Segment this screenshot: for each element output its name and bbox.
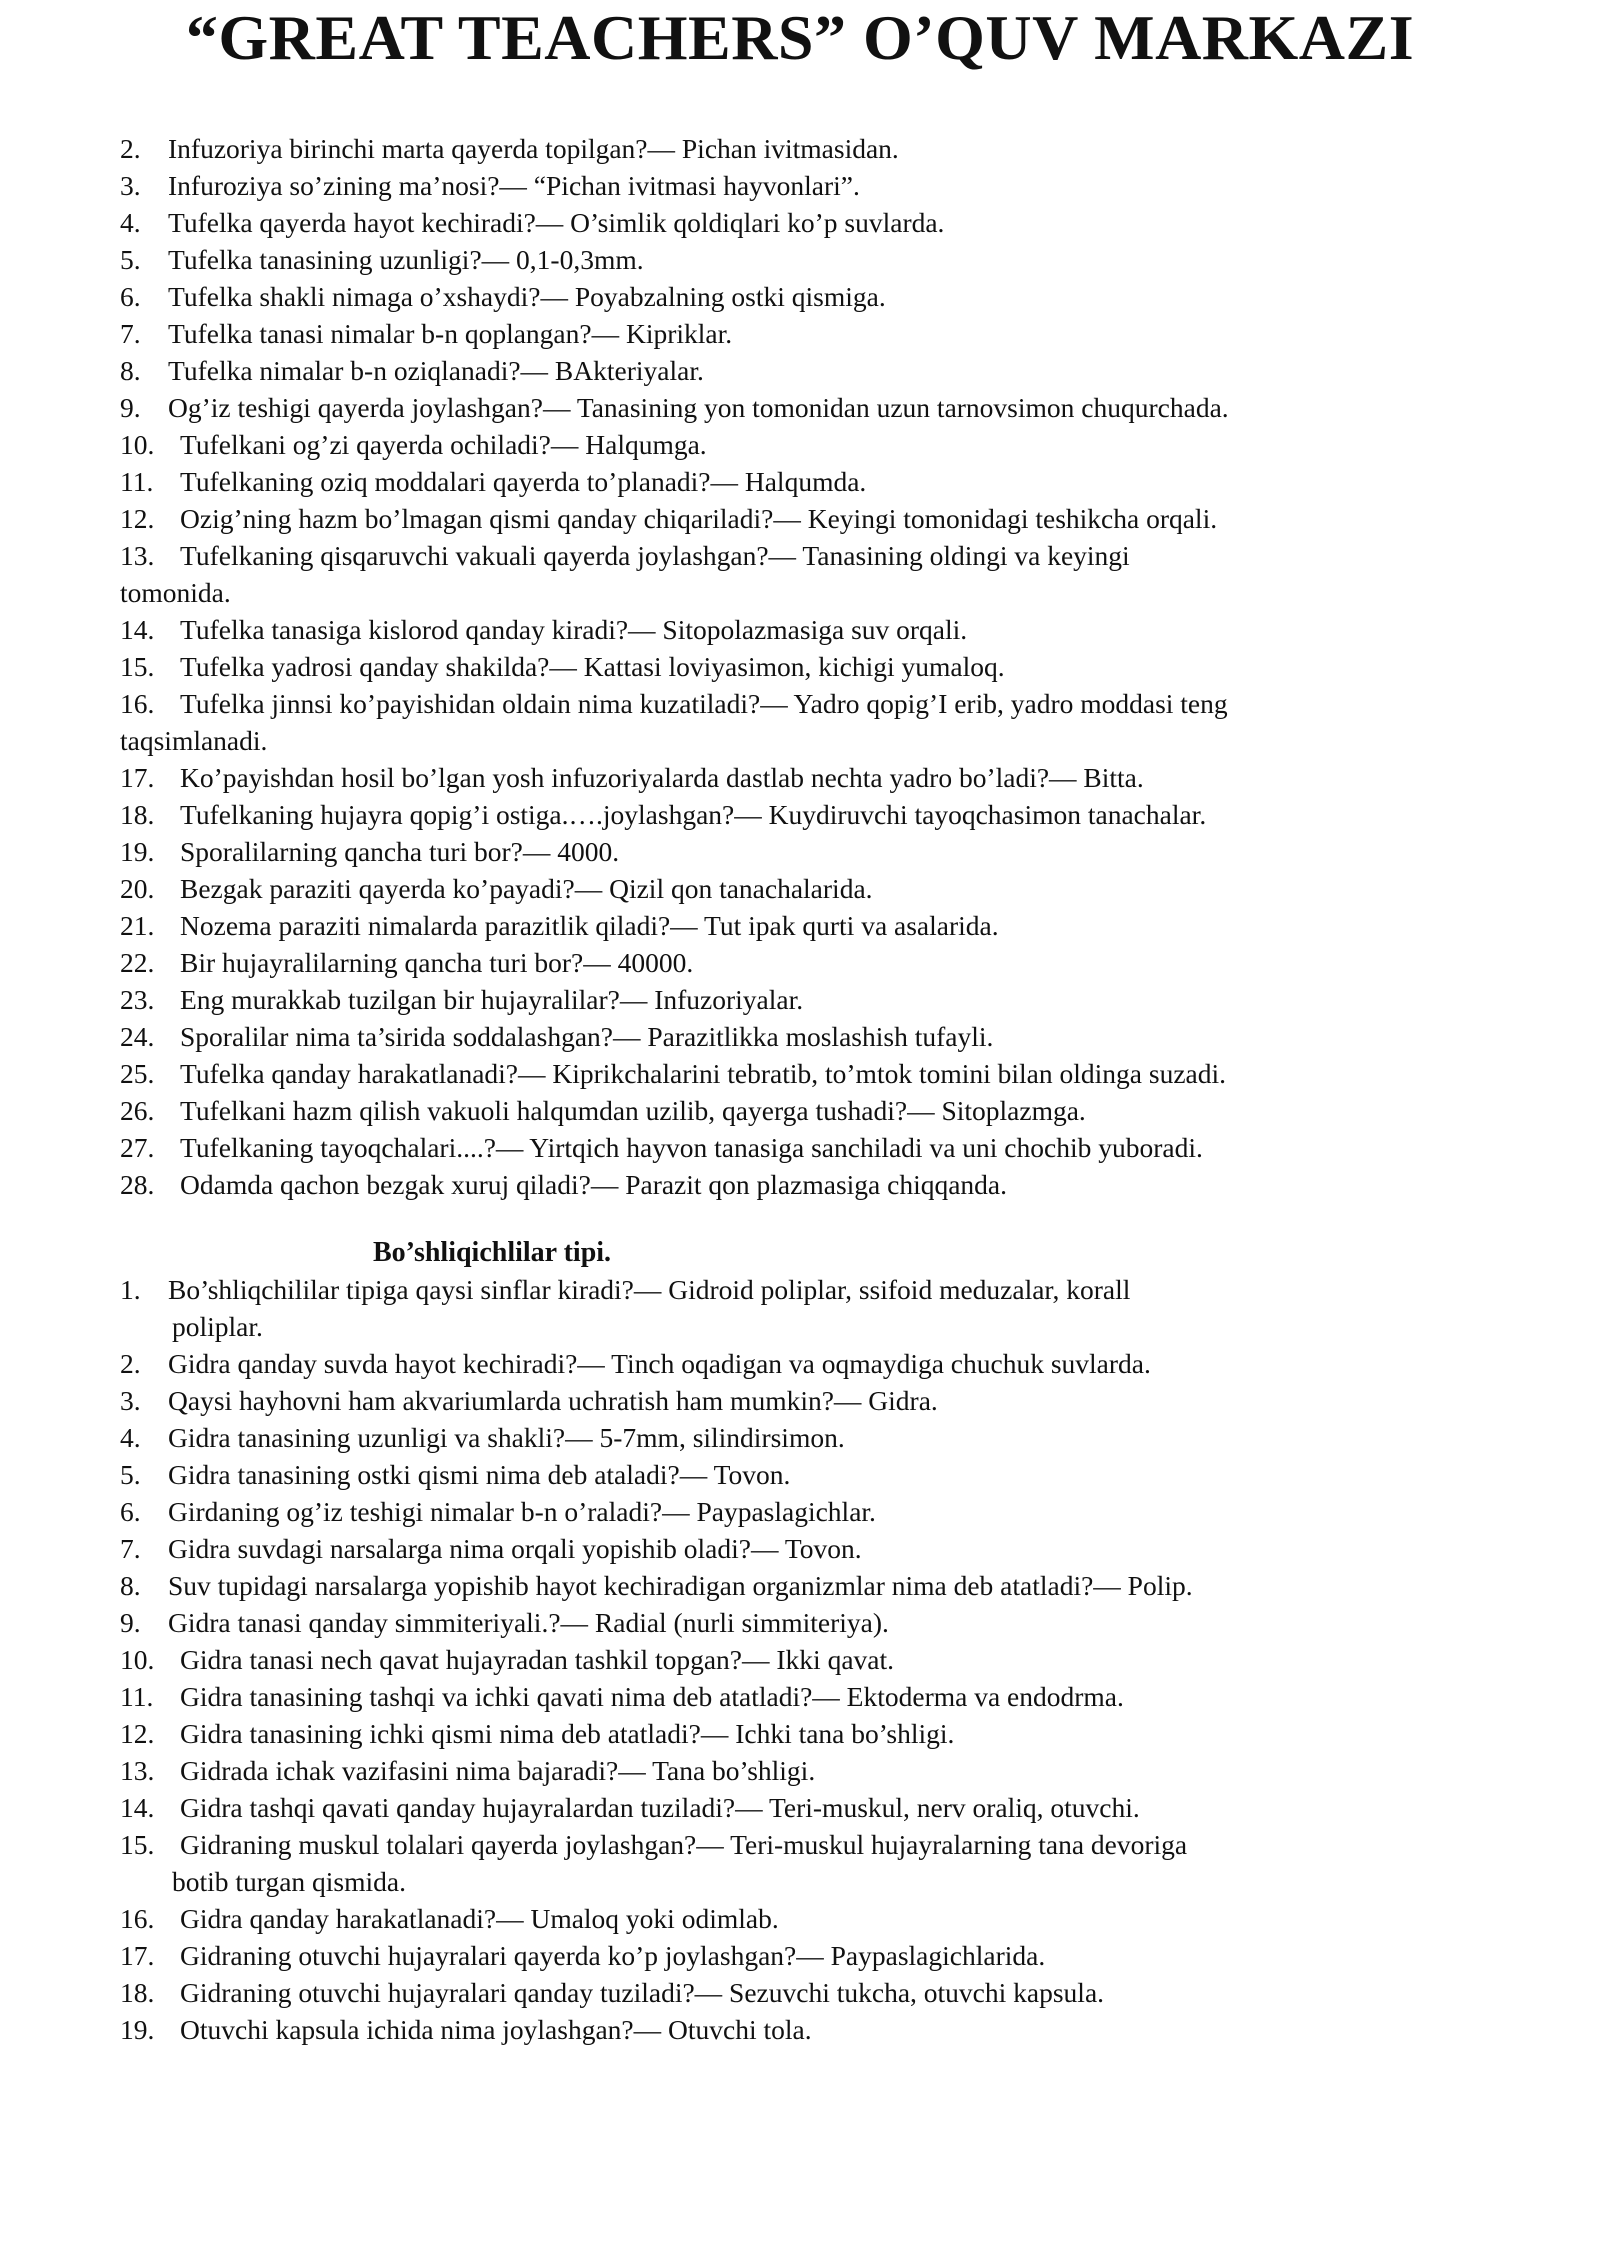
item-text: Gidraning otuvchi hujayralari qayerda ko’p joylashgan?— Paypaslagichlarida. — [180, 1940, 1046, 1971]
item-number: 6. — [120, 1496, 141, 1527]
list-item — [120, 1900, 1480, 1937]
list-item — [120, 204, 1480, 241]
item-text: Gidra suvdagi narsalarga nima orqali yopishib oladi?— Tovon. — [168, 1533, 862, 1564]
list-item — [120, 1129, 1480, 1166]
item-number: 16. — [120, 688, 155, 719]
item-text: Ozig’ning hazm bo’lmagan qismi qanday chiqariladi?— Keyingi tomonidagi teshikcha orqali. — [180, 503, 1218, 534]
item-number: 3. — [120, 1385, 141, 1416]
item-number: 2. — [120, 133, 141, 164]
item-text: Tufelka shakli nimaga o’xshaydi?— Poyabzalning ostki qismiga. — [168, 281, 886, 312]
page-title: “GREAT TEACHERS” O’QUV MARKAZI — [185, 2, 1415, 73]
item-number: 12. — [120, 503, 155, 534]
item-number: 21. — [120, 910, 155, 941]
item-number: 2. — [120, 1348, 141, 1379]
item-text: Gidra tanasining tashqi va ichki qavati nima deb atatladi?— Ektoderma va endodrma. — [180, 1681, 1124, 1712]
list-item — [120, 981, 1480, 1018]
item-number: 19. — [120, 836, 155, 867]
list-item — [120, 1419, 1480, 1456]
list-item — [120, 1678, 1480, 1715]
item-number: 3. — [120, 170, 141, 201]
item-number: 17. — [120, 1940, 155, 1971]
item-text: Girdaning og’iz teshigi nimalar b-n o’raladi?— Paypaslagichlar. — [168, 1496, 876, 1527]
item-text: Gidra qanday harakatlanadi?— Umaloq yoki odimlab. — [180, 1903, 779, 1934]
item-number: 22. — [120, 947, 155, 978]
item-number: 15. — [120, 1829, 155, 1860]
list-item — [120, 2011, 1480, 2048]
item-text-continuation: taqsimlanadi. — [120, 725, 268, 756]
item-text: Infuzoriya birinchi marta qayerda topilgan?— Pichan ivitmasidan. — [168, 133, 899, 164]
item-number: 8. — [120, 355, 141, 386]
item-number: 11. — [120, 466, 154, 497]
question-list-protozoa — [120, 130, 1480, 1203]
list-item — [120, 352, 1480, 389]
item-text: Tufelkaning qisqaruvchi vakuali qayerda joylashgan?— Tanasining oldingi va keyingi — [180, 540, 1130, 571]
list-item — [120, 1604, 1480, 1641]
list-item — [120, 870, 1480, 907]
list-item — [120, 1715, 1480, 1752]
item-text: Nozema paraziti nimalarda parazitlik qiladi?— Tut ipak qurti va asalarida. — [180, 910, 999, 941]
item-number: 1. — [120, 1274, 141, 1305]
item-text: Tufelka yadrosi qanday shakilda?— Kattasi loviyasimon, kichigi yumaloq. — [180, 651, 1005, 682]
item-text: Gidra qanday suvda hayot kechiradi?— Tinch oqadigan va oqmaydiga chuchuk suvlarda. — [168, 1348, 1151, 1379]
list-item — [120, 1641, 1480, 1678]
item-text: Tufelkaning hujayra qopig’i ostiga.….joylashgan?— Kuydiruvchi tayoqchasimon tanachalar. — [180, 799, 1207, 830]
list-item — [120, 537, 1480, 611]
list-item — [120, 463, 1480, 500]
item-number: 7. — [120, 318, 141, 349]
item-text: Gidraning muskul tolalari qayerda joylashgan?— Teri-muskul hujayralarning tana devoriga — [180, 1829, 1188, 1860]
item-number: 13. — [120, 540, 155, 571]
item-text: Tufelkani og’zi qayerda ochiladi?— Halqumga. — [180, 429, 707, 460]
item-number: 13. — [120, 1755, 155, 1786]
item-number: 19. — [120, 2014, 155, 2045]
item-text: Sporalilar nima ta’sirida soddalashgan?— Parazitlikka moslashish tufayli. — [180, 1021, 994, 1052]
item-text: Tufelkaning tayoqchalari....?— Yirtqich hayvon tanasiga sanchiladi va uni chochib yuboradi. — [180, 1132, 1203, 1163]
item-number: 14. — [120, 614, 155, 645]
item-number: 23. — [120, 984, 155, 1015]
list-item — [120, 426, 1480, 463]
list-item — [120, 1826, 1480, 1900]
question-list-coelenterates — [120, 1271, 1480, 2048]
item-number: 20. — [120, 873, 155, 904]
item-number: 10. — [120, 429, 155, 460]
item-number: 5. — [120, 1459, 141, 1490]
list-item — [120, 500, 1480, 537]
list-item — [120, 1937, 1480, 1974]
item-text: Gidra tanasining uzunligi va shakli?— 5-7mm, silindirsimon. — [168, 1422, 845, 1453]
item-text: Bezgak paraziti qayerda ko’payadi?— Qizil qon tanachalarida. — [180, 873, 873, 904]
item-number: 9. — [120, 1607, 141, 1638]
item-number: 25. — [120, 1058, 155, 1089]
list-item — [120, 278, 1480, 315]
item-number: 5. — [120, 244, 141, 275]
item-text: Tufelka tanasi nimalar b-n qoplangan?— Kipriklar. — [168, 318, 733, 349]
list-item — [120, 1567, 1480, 1604]
item-text: Infuroziya so’zining ma’nosi?— “Pichan ivitmasi hayvonlari”. — [168, 170, 860, 201]
item-text: Gidra tanasining ichki qismi nima deb atatladi?— Ichki tana bo’shligi. — [180, 1718, 955, 1749]
list-item — [120, 1530, 1480, 1567]
item-text: Tufelka tanasining uzunligi?— 0,1-0,3mm. — [168, 244, 644, 275]
item-text: Tufelka nimalar b-n oziqlanadi?— BAkteriyalar. — [168, 355, 704, 386]
item-text: Tufelka jinnsi ko’payishidan oldain nima kuzatiladi?— Yadro qopig’I erib, yadro moddasi teng — [180, 688, 1228, 719]
list-item — [120, 130, 1480, 167]
item-number: 11. — [120, 1681, 154, 1712]
item-text: Tufelkaning oziq moddalari qayerda to’planadi?— Halqumda. — [180, 466, 867, 497]
list-item — [120, 1271, 1480, 1345]
list-item — [120, 759, 1480, 796]
list-item — [120, 241, 1480, 278]
list-item — [120, 907, 1480, 944]
list-item — [120, 685, 1480, 759]
list-item — [120, 1382, 1480, 1419]
list-item — [120, 1974, 1480, 2011]
item-number: 28. — [120, 1169, 155, 1200]
list-item — [120, 944, 1480, 981]
item-text: Tufelka qayerda hayot kechiradi?— O’simlik qoldiqlari ko’p suvlarda. — [168, 207, 945, 238]
item-number: 7. — [120, 1533, 141, 1564]
list-item — [120, 1752, 1480, 1789]
item-number: 9. — [120, 392, 141, 423]
item-number: 16. — [120, 1903, 155, 1934]
list-item — [120, 1166, 1480, 1203]
list-item — [120, 315, 1480, 352]
item-text: Gidrada ichak vazifasini nima bajaradi?— Tana bo’shligi. — [180, 1755, 816, 1786]
list-item — [120, 1493, 1480, 1530]
list-item — [120, 1345, 1480, 1382]
item-number: 15. — [120, 651, 155, 682]
item-text: Bo’shliqchililar tipiga qaysi sinflar kiradi?— Gidroid poliplar, ssifoid meduzalar, korall — [168, 1274, 1131, 1305]
item-text: Og’iz teshigi qayerda joylashgan?— Tanasining yon tomonidan uzun tarnovsimon chuqurchada. — [168, 392, 1229, 423]
list-item — [120, 1789, 1480, 1826]
item-text: Eng murakkab tuzilgan bir hujayralilar?— Infuzoriyalar. — [180, 984, 804, 1015]
item-text: Gidraning otuvchi hujayralari qanday tuziladi?— Sezuvchi tukcha, otuvchi kapsula. — [180, 1977, 1105, 2008]
list-item — [120, 1456, 1480, 1493]
item-number: 12. — [120, 1718, 155, 1749]
item-number: 8. — [120, 1570, 141, 1601]
item-text: Bir hujayralilarning qancha turi bor?— 40000. — [180, 947, 694, 978]
item-number: 4. — [120, 207, 141, 238]
item-number: 10. — [120, 1644, 155, 1675]
item-text: Odamda qachon bezgak xuruj qiladi?— Parazit qon plazmasiga chiqqanda. — [180, 1169, 1008, 1200]
list-item — [120, 1092, 1480, 1129]
item-text-continuation: botib turgan qismida. — [172, 1866, 406, 1897]
item-number: 4. — [120, 1422, 141, 1453]
item-text-continuation: poliplar. — [172, 1311, 263, 1342]
list-item — [120, 833, 1480, 870]
item-text: Ko’payishdan hosil bo’lgan yosh infuzoriyalarda dastlab nechta yadro bo’ladi?— Bitta. — [180, 762, 1144, 793]
item-text: Gidra tanasi qanday simmiteriyali.?— Radial (nurli simmiteriya). — [168, 1607, 889, 1638]
item-number: 18. — [120, 1977, 155, 2008]
item-text: Tufelka tanasiga kislorod qanday kiradi?— Sitopolazmasiga suv orqali. — [180, 614, 968, 645]
list-item — [120, 611, 1480, 648]
item-number: 26. — [120, 1095, 155, 1126]
list-item — [120, 1055, 1480, 1092]
item-text: Gidra tanasi nech qavat hujayradan tashkil topgan?— Ikki qavat. — [180, 1644, 894, 1675]
item-number: 18. — [120, 799, 155, 830]
list-item — [120, 1018, 1480, 1055]
item-text: Gidra tanasining ostki qismi nima deb ataladi?— Tovon. — [168, 1459, 791, 1490]
item-text: Tufelkani hazm qilish vakuoli halqumdan uzilib, qayerga tushadi?— Sitoplazmga. — [180, 1095, 1086, 1126]
item-number: 27. — [120, 1132, 155, 1163]
item-text: Suv tupidagi narsalarga yopishib hayot kechiradigan organizmlar nima deb atatladi?— Polip. — [168, 1570, 1193, 1601]
item-number: 6. — [120, 281, 141, 312]
list-item — [120, 167, 1480, 204]
item-number: 24. — [120, 1021, 155, 1052]
item-text: Qaysi hayhovni ham akvariumlarda uchratish ham mumkin?— Gidra. — [168, 1385, 938, 1416]
item-number: 17. — [120, 762, 155, 793]
item-text: Sporalilarning qancha turi bor?— 4000. — [180, 836, 620, 867]
item-text: Gidra tashqi qavati qanday hujayralardan tuziladi?— Teri-muskul, nerv oraliq, otuvchi. — [180, 1792, 1140, 1823]
item-number: 14. — [120, 1792, 155, 1823]
list-item — [120, 389, 1480, 426]
section-heading: Bo’shliqichlilar tipi. — [373, 1237, 612, 1268]
list-item — [120, 648, 1480, 685]
item-text: Otuvchi kapsula ichida nima joylashgan?— Otuvchi tola. — [180, 2014, 812, 2045]
list-item — [120, 796, 1480, 833]
item-text-continuation: tomonida. — [120, 577, 231, 608]
item-text: Tufelka qanday harakatlanadi?— Kiprikchalarini tebratib, to’mtok tomini bilan oldinga suzadi. — [180, 1058, 1226, 1089]
